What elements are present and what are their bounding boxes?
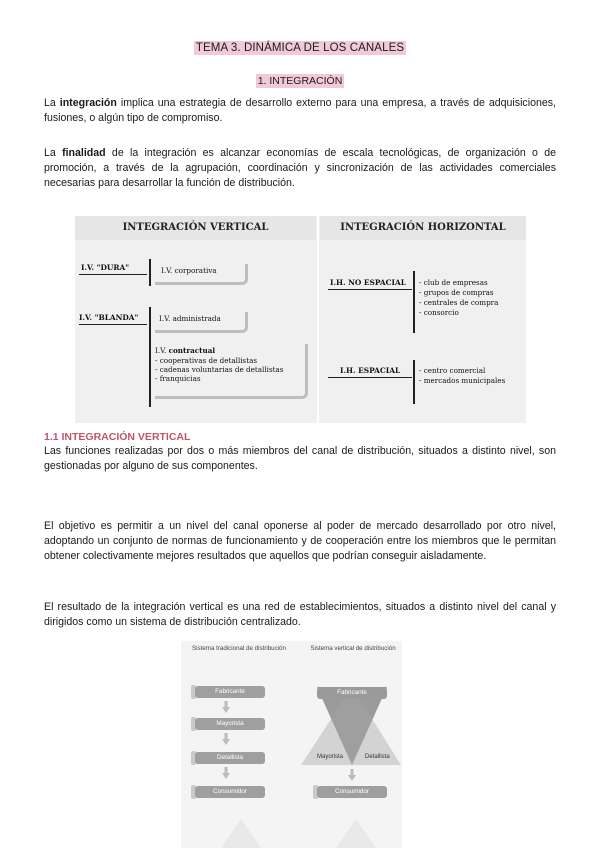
iv-dura-underline <box>79 274 147 275</box>
page-title: TEMA 3. DINÁMICA DE LOS CANALES <box>195 42 405 54</box>
traditional-system-caption: Sistema tradicional de distribución <box>192 645 286 652</box>
iv-administrada-text: I.V. administrada <box>159 314 221 323</box>
iv-dura-bracket <box>149 259 151 286</box>
intro-paragraph-2: La finalidad de la integración es alcanzar economías de escala tecnológicas, de organización o de promoción, a través de la agrupación, coordinación y sincronización de las actividades comerciales necesarias para desarrollar la función de distribución. <box>44 147 556 189</box>
down-arrow-icon <box>222 767 230 779</box>
distribution-systems-diagram <box>181 641 402 848</box>
ih-espacial-bracket <box>413 360 415 404</box>
ih-no-espacial-item-4: - consorcio <box>419 308 459 317</box>
section-1-1-heading: 1.1 INTEGRACIÓN VERTICAL <box>44 431 191 443</box>
vertical-system-caption: Sistema vertical de distribución <box>310 645 396 652</box>
intro-paragraph-1: La integración implica una estrategia de desarrollo externo para una empresa, a través de adquisiciones, fusiones, o algún tipo de compromiso. <box>44 97 556 124</box>
left-detallista: Detallista <box>195 752 265 764</box>
left-consumidor: Consumidor <box>195 786 265 798</box>
iv-contractual-item-2: - cadenas voluntarias de detallistas <box>155 365 284 374</box>
down-arrow-icon <box>222 733 230 745</box>
iv-contractual-item-3: - franquicias <box>155 374 201 383</box>
diagram-divider <box>317 216 319 423</box>
integration-diagram <box>75 216 526 423</box>
right-detallista: Detallista <box>365 754 390 760</box>
ih-no-espacial-label: I.H. NO ESPACIAL <box>330 278 406 287</box>
right-mayorista: Mayorista <box>317 754 344 760</box>
ih-no-espacial-item-2: - grupos de compras <box>419 288 494 297</box>
down-arrow-icon <box>222 701 230 713</box>
left-fabricante: Fabricante <box>195 686 265 698</box>
iv-corporativa-text: I.V. corporativa <box>161 266 217 275</box>
iv-contractual-title: I.V. contractual <box>155 346 216 355</box>
section-title: 1. INTEGRACIÓN <box>257 75 343 87</box>
ih-espacial-label: I.H. ESPACIAL <box>340 366 401 375</box>
ih-espacial-underline <box>328 377 412 378</box>
ih-no-espacial-item-3: - centrales de compra <box>419 298 499 307</box>
ih-espacial-item-2: - mercados municipales <box>419 376 506 385</box>
vertical-paragraph-3: El resultado de la integración vertical es una red de establecimientos, situados a distinto nivel del canal y dirigidos como un sistema de distribución centralizado. <box>44 601 556 628</box>
right-fabricante: Fabricante <box>317 687 387 699</box>
horizontal-integration-header: INTEGRACIÓN HORIZONTAL <box>320 216 526 240</box>
down-arrow-icon <box>348 769 356 781</box>
ih-no-espacial-underline <box>328 289 412 290</box>
iv-contractual-item-1: - cooperativas de detallistas <box>155 356 258 365</box>
iv-blanda-label: I.V. "BLANDA" <box>79 313 139 322</box>
iv-blanda-bracket <box>149 307 151 407</box>
vertical-paragraph-2: El objetivo es permitir a un nivel del canal oponerse al poder de mercado desarrollado por otro nivel, adoptando un conjunto de normas de funcionamiento y de cooperación entre los miembros que le permitan obtener colectivamente mejores resultados que aquellos que podrían conseguir aisladamente. <box>44 520 556 562</box>
vertical-paragraph-1: Las funciones realizadas por dos o más miembros del canal de distribución, situados a distinto nivel, son gestionadas por alguno de sus componentes. <box>44 445 556 472</box>
vertical-integration-header: INTEGRACIÓN VERTICAL <box>75 216 316 240</box>
ih-espacial-item-1: - centro comercial <box>419 366 486 375</box>
ih-no-espacial-bracket <box>413 271 415 333</box>
right-consumidor: Consumidor <box>317 786 387 798</box>
faded-continuation <box>201 819 381 848</box>
ih-no-espacial-item-1: - club de empresas <box>419 278 488 287</box>
iv-blanda-underline <box>79 324 147 325</box>
left-mayorista: Mayorista <box>195 718 265 730</box>
iv-dura-label: I.V. "DURA" <box>81 263 130 272</box>
